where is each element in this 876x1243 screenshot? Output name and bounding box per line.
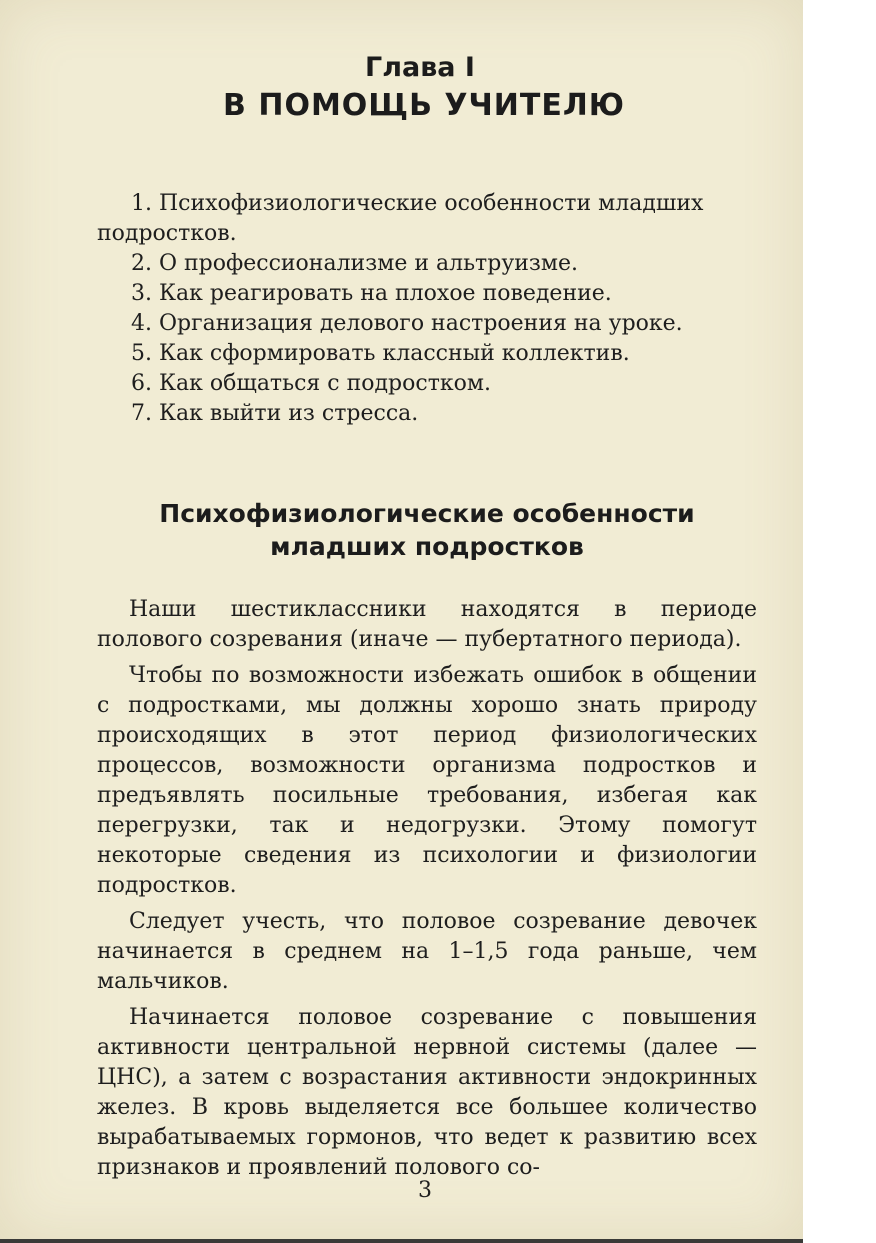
chapter-label: Глава I: [365, 52, 475, 83]
section-title-line: младших подростков: [270, 532, 584, 561]
section-title: [97, 497, 757, 563]
paragraph: Начинается половое созревание с повышения активности центральной нервной системы (далее — ЦНС), а затем с возрастания активности эндокринных желез. В кровь выделяется все большее количество вырабатываемых гормонов, что ведет к развитию всех признаков и проявлений полового со-: [97, 1005, 757, 1180]
section-title-line: Психофизиологические особенности: [159, 499, 695, 528]
toc-item: 4. Организация делового настроения на уроке.: [131, 311, 683, 336]
toc-item: 5. Как сформировать классный коллектив.: [131, 341, 630, 366]
paragraph: Чтобы по возможности избежать ошибок в общении с подростками, мы должны хорошо знать природу происходящих в этот период физиологических процессов, возможности организма подростков и предъявлять посильные требования, избегая как перегрузки, так и недогрузки. Этому помогут некоторые сведения из психологии и физиологии подростков.: [97, 663, 757, 898]
toc-item: 7. Как выйти из стресса.: [131, 401, 419, 426]
chapter-contents-list: [97, 189, 757, 429]
toc-item: 1. Психофизиологические особенности младших подростков.: [97, 191, 704, 246]
page-number: 3: [418, 1178, 432, 1203]
chapter-title: В ПОМОЩЬ УЧИТЕЛЮ: [223, 88, 625, 123]
body-text: [97, 595, 757, 1189]
toc-item: 6. Как общаться с подростком.: [131, 371, 491, 396]
toc-item: 2. О профессионализме и альтруизме.: [131, 251, 579, 276]
toc-item: 3. Как реагировать на плохое поведение.: [131, 281, 612, 306]
paragraph: Наши шестиклассники находятся в периоде полового созревания (иначе — пубертатного периода).: [97, 597, 757, 652]
scan-background: [803, 0, 876, 1243]
scan-bottom-edge: [0, 1239, 803, 1243]
paragraph: Следует учесть, что половое созревание девочек начинается в среднем на 1–1,5 года раньше, чем мальчиков.: [97, 909, 757, 994]
